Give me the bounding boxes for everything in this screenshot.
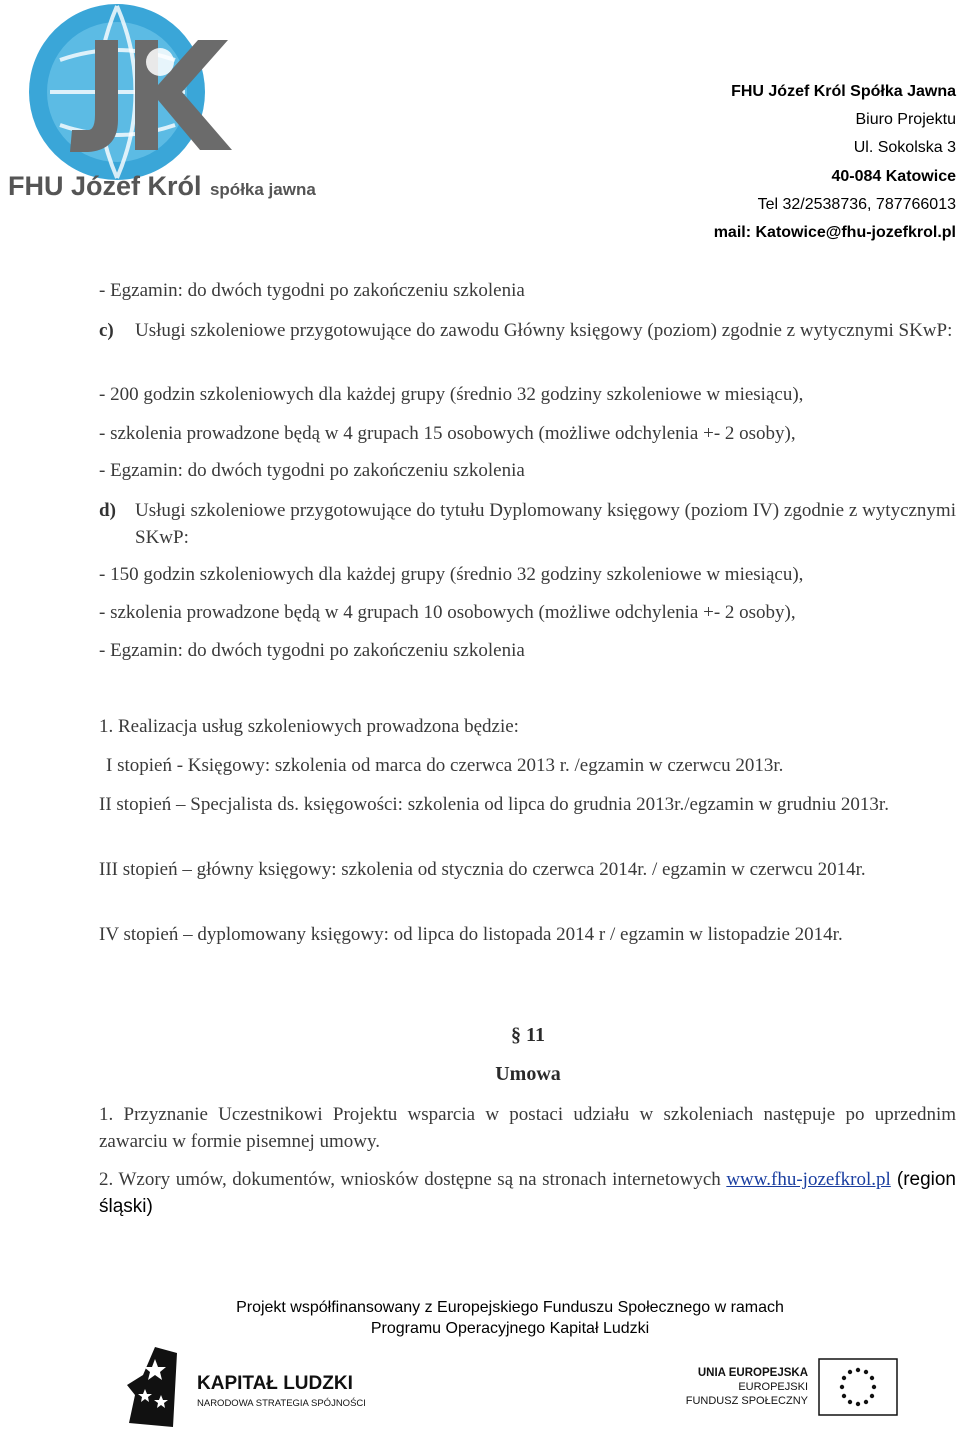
realization-heading: 1. Realizacja usług szkoleniowych prowadzona będzie: <box>99 716 519 737</box>
item-d <box>99 497 956 551</box>
company-name: FHU Józef Król Spółka Jawna <box>731 83 956 100</box>
stage-3: III stopień – główny księgowy: szkolenia od stycznia do czerwca 2014r. / egzamin w czerwcu 2014r. <box>99 859 866 880</box>
phone-number: Tel 32/2538736, 787766013 <box>757 195 956 213</box>
item-c-label: c) <box>99 320 114 341</box>
umowa-paragraph-2 <box>99 1166 956 1220</box>
kapital-ludzki-logo <box>125 1345 385 1430</box>
umowa-paragraph-1: 1. Przyznanie Uczestnikowi Projektu wsparcia w postaci udziału w szkoleniach następuje po uprzednim zawarciu w formie pisemnej umowy. <box>99 1104 956 1152</box>
logo-text: FHU Józef Król <box>8 171 202 201</box>
item-d-label: d) <box>99 500 116 521</box>
item-c-text: Usługi szkoleniowe przygotowujące do zawodu Główny księgowy (poziom) zgodnie z wytycznymi SKwP: <box>135 320 953 341</box>
kapital-ludzki-emblem-icon <box>125 1345 180 1430</box>
ue-line-2: EUROPEJSKI <box>738 1381 808 1393</box>
eu-logo <box>680 1358 900 1418</box>
item-c-hours: - 200 godzin szkoleniowych dla każdej grupy (średnio 32 godziny szkoleniowe w miesiącu), <box>99 384 804 405</box>
stage-1: I stopień - Księgowy: szkolenia od marca do czerwca 2013 r. /egzamin w czerwcu 2013r. <box>106 755 784 776</box>
exam-line: - Egzamin: do dwóch tygodni po zakończeniu szkolenia <box>99 280 525 301</box>
item-d-groups: - szkolenia prowadzone będą w 4 grupach 10 osobowych (możliwe odchylenia +- 2 osoby), <box>99 602 796 623</box>
footer-line-2: Programu Operacyjnego Kapitał Ludzki <box>370 1320 650 1337</box>
item-d-text: Usługi szkoleniowe przygotowujące do tytułu Dyplomowany księgowy (poziom IV) zgodnie z wytycznymi SKwP: <box>135 500 956 548</box>
footer-text <box>0 1297 960 1339</box>
footer-line-1: Projekt współfinansowany z Europejskiego Funduszu Społecznego w ramach <box>236 1299 784 1316</box>
stage-4: IV stopień – dyplomowany księgowy: od lipca do listopada 2014 r / egzamin w listopadzie 2014r. <box>99 924 843 945</box>
ue-line-1: UNIA EUROPEJSKA <box>697 1367 808 1379</box>
kl-subtitle: NARODOWA STRATEGIA SPÓJNOŚCI <box>197 1398 366 1409</box>
section-number: § 11 <box>511 1024 545 1046</box>
stage-2: II stopień – Specjalista ds. księgowości: szkolenia od lipca do grudnia 2013r./egzamin w grudniu 2013r. <box>99 794 889 815</box>
umowa-2-prefix: 2. Wzory umów, dokumentów, wniosków dostępne są na stronach internetowych <box>99 1169 727 1190</box>
eu-flag-icon <box>818 1358 898 1416</box>
kl-title: KAPITAŁ LUDZKI <box>197 1373 353 1394</box>
item-c <box>99 317 956 371</box>
item-c-groups: - szkolenia prowadzone będą w 4 grupach 15 osobowych (możliwe odchylenia +- 2 osoby), <box>99 423 796 444</box>
website-link[interactable]: www.fhu-jozefkrol.pl <box>726 1169 891 1190</box>
company-info <box>714 78 956 247</box>
section-title: Umowa <box>495 1063 561 1085</box>
company-logo <box>0 0 316 225</box>
ue-line-3: FUNDUSZ SPOŁECZNY <box>685 1395 808 1407</box>
item-d-hours: - 150 godzin szkoleniowych dla każdej grupy (średnio 32 godziny szkoleniowe w miesiącu), <box>99 564 804 585</box>
office-name: Biuro Projektu <box>855 111 956 129</box>
item-c-exam: - Egzamin: do dwóch tygodni po zakończeniu szkolenia <box>99 460 525 481</box>
street-address: Ul. Sokolska 3 <box>853 139 956 157</box>
logo-subtext: spółka jawna <box>209 180 316 199</box>
email-address: mail: Katowice@fhu-jozefkrol.pl <box>713 224 956 242</box>
city-address: 40-084 Katowice <box>831 167 956 185</box>
item-d-exam: - Egzamin: do dwóch tygodni po zakończeniu szkolenia <box>99 640 525 661</box>
umowa-2-suffix: (region śląski) <box>99 1169 957 1217</box>
